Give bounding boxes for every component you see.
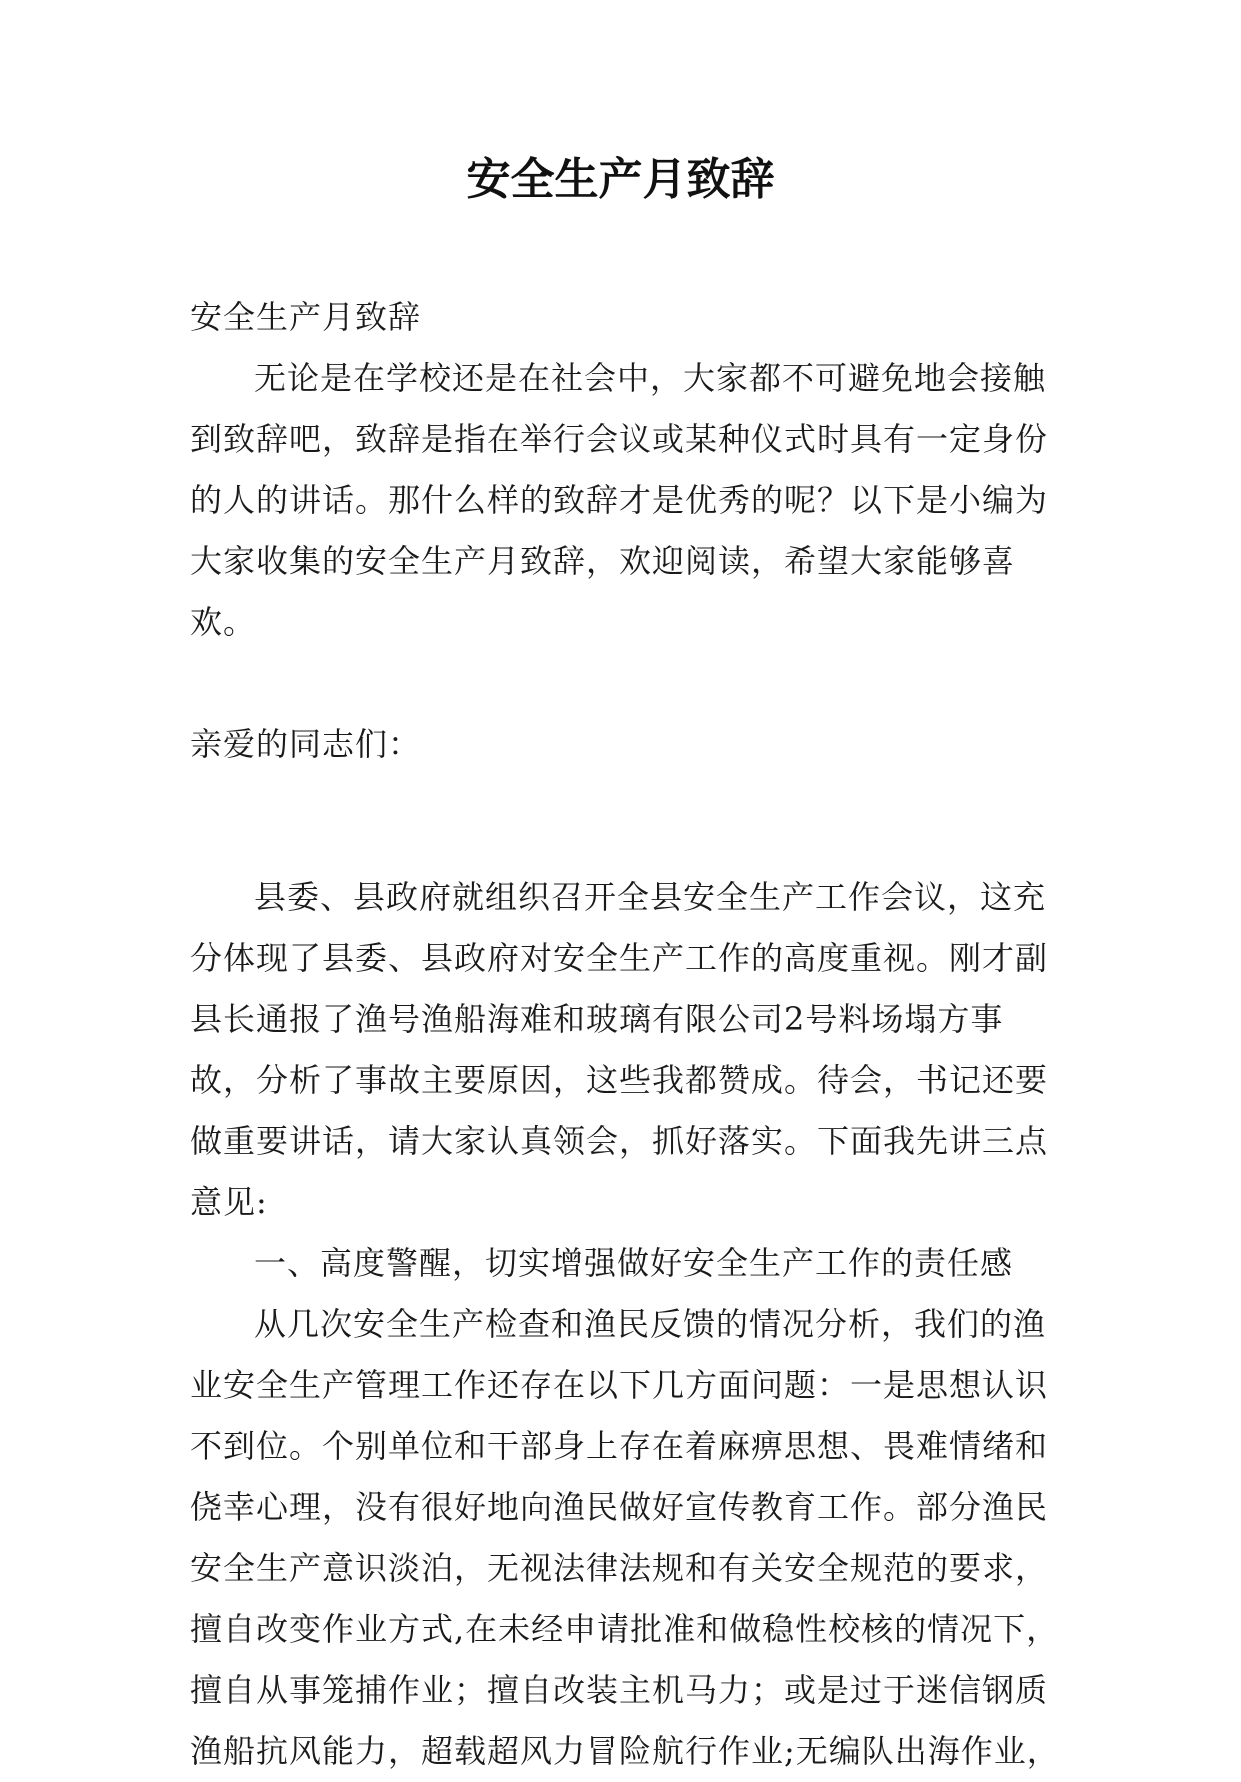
section-heading-1: 一、高度警醒，切实增强做好安全生产工作的责任感 xyxy=(254,1244,1014,1282)
salutation: 亲爱的同志们： xyxy=(190,725,422,763)
document-title: 安全生产月致辞 xyxy=(466,154,775,205)
document-body xyxy=(190,287,1060,1782)
document-subtitle: 安全生产月致辞 xyxy=(190,298,422,336)
body-paragraph-1: 县委、县政府就组织召开全县安全生产工作会议，这充分体现了县委、县政府对安全生产工作的高度重视。刚才副县长通报了渔号渔船海难和玻璃有限公司2号料场塌方事故，分析了事故主要原因，这些我都赞成。待会，书记还要做重要讲话，请大家认真领会，抓好落实。下面我先讲三点意见: xyxy=(190,878,1049,1221)
intro-paragraph: 无论是在学校还是在社会中，大家都不可避免地会接触到致辞吧，致辞是指在举行会议或某种仪式时具有一定身份的人的讲话。那什么样的致辞才是优秀的呢？以下是小编为大家收集的安全生产月致辞，欢迎阅读，希望大家能够喜欢。 xyxy=(190,359,1049,641)
body-paragraph-2: 从几次安全生产检查和渔民反馈的情况分析，我们的渔业安全生产管理工作还存在以下几方面问题：一是思想认识不到位。个别单位和干部身上存在着麻痹思想、畏难情绪和侥幸心理，没有很好地向渔民做好宣传教育工作。部分渔民安全生产意识淡泊，无视法律法规和有关安全规范的要求，擅自改变作业方式,在未经申请批准和做稳性校核的情况下，擅自从事笼捕作业；擅自改装主机马力；或是过于迷信钢质渔船抗风能力，超载超风力冒险航行作业;无编队出海作业， xyxy=(190,1305,1060,1770)
